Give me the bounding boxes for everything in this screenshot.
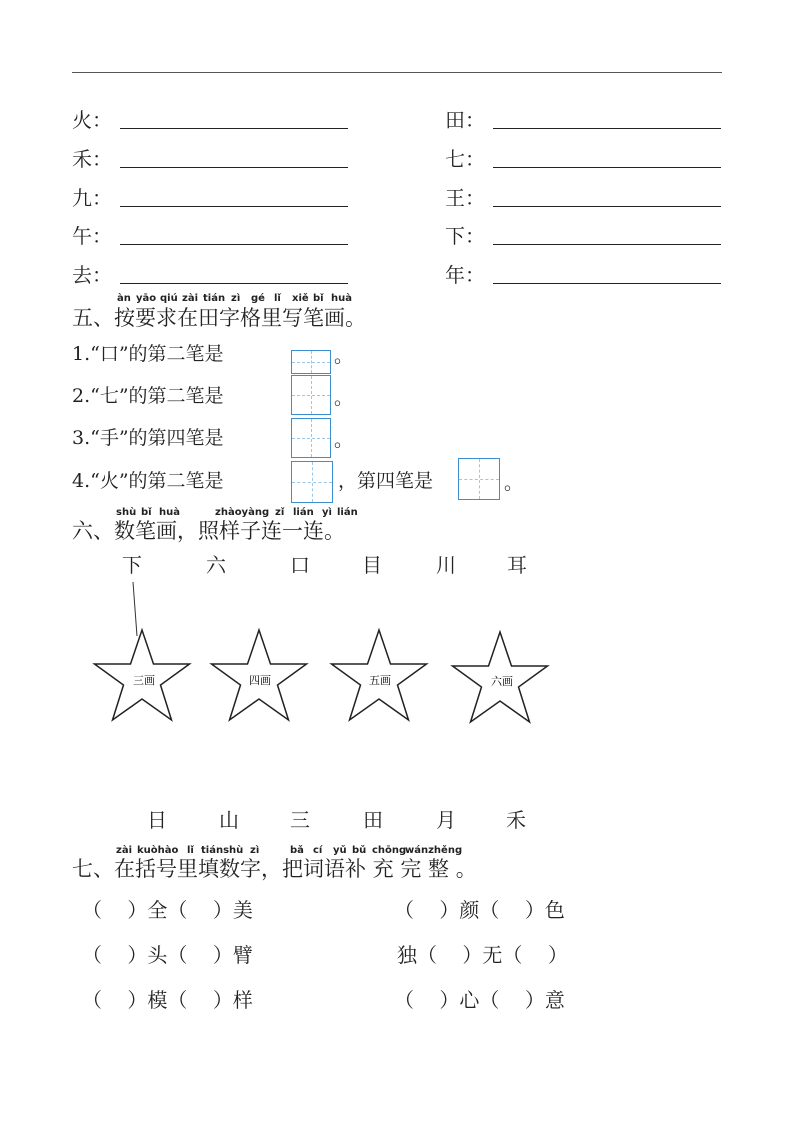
pinyin: bǐ [141, 507, 152, 518]
pinyin: yì [322, 507, 332, 518]
top-char[interactable]: 口 [290, 553, 310, 577]
pinyin: bǎ [290, 845, 304, 856]
question-2: 2.“七”的第二笔是 [72, 385, 224, 407]
idiom-row: （ ）全（ ）美 [82, 898, 253, 922]
idiom-row: （ ）模（ ）样 [82, 988, 253, 1012]
pinyin: zhàoyàng [215, 507, 270, 518]
pinyin: bǔ [352, 845, 367, 856]
idiom-row: （ ）颜（ ）色 [394, 898, 565, 922]
pinyin: zì [250, 845, 260, 856]
blank-label: 王： [445, 186, 485, 210]
pinyin: huà [331, 293, 352, 304]
pinyin: àn [117, 293, 131, 304]
section7-title: 七、在括号里填数字，把词语补 充 完 整 。 [72, 857, 477, 881]
period: 。 [504, 472, 524, 494]
blank-label: 七： [445, 147, 485, 171]
top-char[interactable]: 六 [206, 553, 226, 577]
star-label: 六画 [491, 675, 513, 688]
pinyin: zǐ [275, 507, 285, 518]
idiom-row: （ ）心（ ）意 [394, 988, 565, 1012]
pinyin: qiú [160, 293, 178, 304]
blank-label: 火： [72, 108, 112, 132]
pinyin: lǐ [187, 845, 194, 856]
pinyin: kuòhào [137, 845, 179, 856]
pinyin: xiě [292, 293, 309, 304]
pinyin: lián [293, 507, 314, 518]
pinyin: tián [203, 293, 226, 304]
star-label: 四画 [249, 674, 271, 687]
pinyin: huà [159, 507, 180, 518]
period: 。 [334, 345, 354, 367]
top-char[interactable]: 目 [362, 553, 382, 577]
blank-label: 年： [445, 263, 485, 287]
blank-label: 午： [72, 224, 112, 248]
question-1: 1.“口”的第二笔是 [72, 343, 224, 365]
pinyin: yāo [136, 293, 157, 304]
top-char[interactable]: 下 [122, 553, 142, 577]
blank-label: 田： [445, 108, 485, 132]
pinyin: chōng [372, 845, 407, 856]
period: 。 [334, 429, 354, 451]
period: 。 [334, 387, 354, 409]
pinyin: zài [116, 845, 132, 856]
question-4: 4.“火”的第二笔是 [72, 470, 224, 492]
pinyin: lián [337, 507, 358, 518]
pinyin: gé [251, 293, 265, 304]
blank-label: 九： [72, 186, 112, 210]
example-connector-line [133, 582, 137, 636]
idiom-row: 独（ ）无（ ） [397, 943, 568, 967]
blank-label: 禾： [72, 147, 112, 171]
question-4-part2: ，第四笔是 [338, 470, 434, 492]
section5-title: 五、按要求在田字格里写笔画。 [72, 306, 366, 330]
blank-label: 下： [445, 224, 485, 248]
idiom-row: （ ）头（ ）臂 [82, 943, 253, 967]
star-label: 五画 [369, 674, 391, 687]
section6-title: 六、数笔画，照样子连一连。 [72, 519, 345, 543]
top-char[interactable]: 耳 [507, 553, 527, 577]
star-label: 三画 [133, 674, 155, 687]
pinyin: bǐ [313, 293, 324, 304]
pinyin: tiánshù [201, 845, 244, 856]
bottom-char[interactable]: 禾 [506, 808, 526, 832]
pinyin: cí [313, 845, 323, 856]
bottom-char[interactable]: 日 [147, 808, 167, 832]
question-3: 3.“手”的第四笔是 [72, 427, 224, 449]
pinyin: lǐ [274, 293, 281, 304]
bottom-char[interactable]: 山 [219, 808, 239, 832]
pinyin: yǔ [333, 845, 347, 856]
pinyin: shù [116, 507, 137, 518]
pinyin: wánzhěng [405, 845, 463, 856]
pinyin: zài [182, 293, 198, 304]
bottom-char[interactable]: 三 [290, 808, 310, 832]
pinyin: zì [231, 293, 241, 304]
bottom-char[interactable]: 田 [363, 808, 383, 832]
blank-label: 去： [72, 263, 112, 287]
top-char[interactable]: 川 [436, 553, 456, 577]
bottom-char[interactable]: 月 [436, 808, 456, 832]
